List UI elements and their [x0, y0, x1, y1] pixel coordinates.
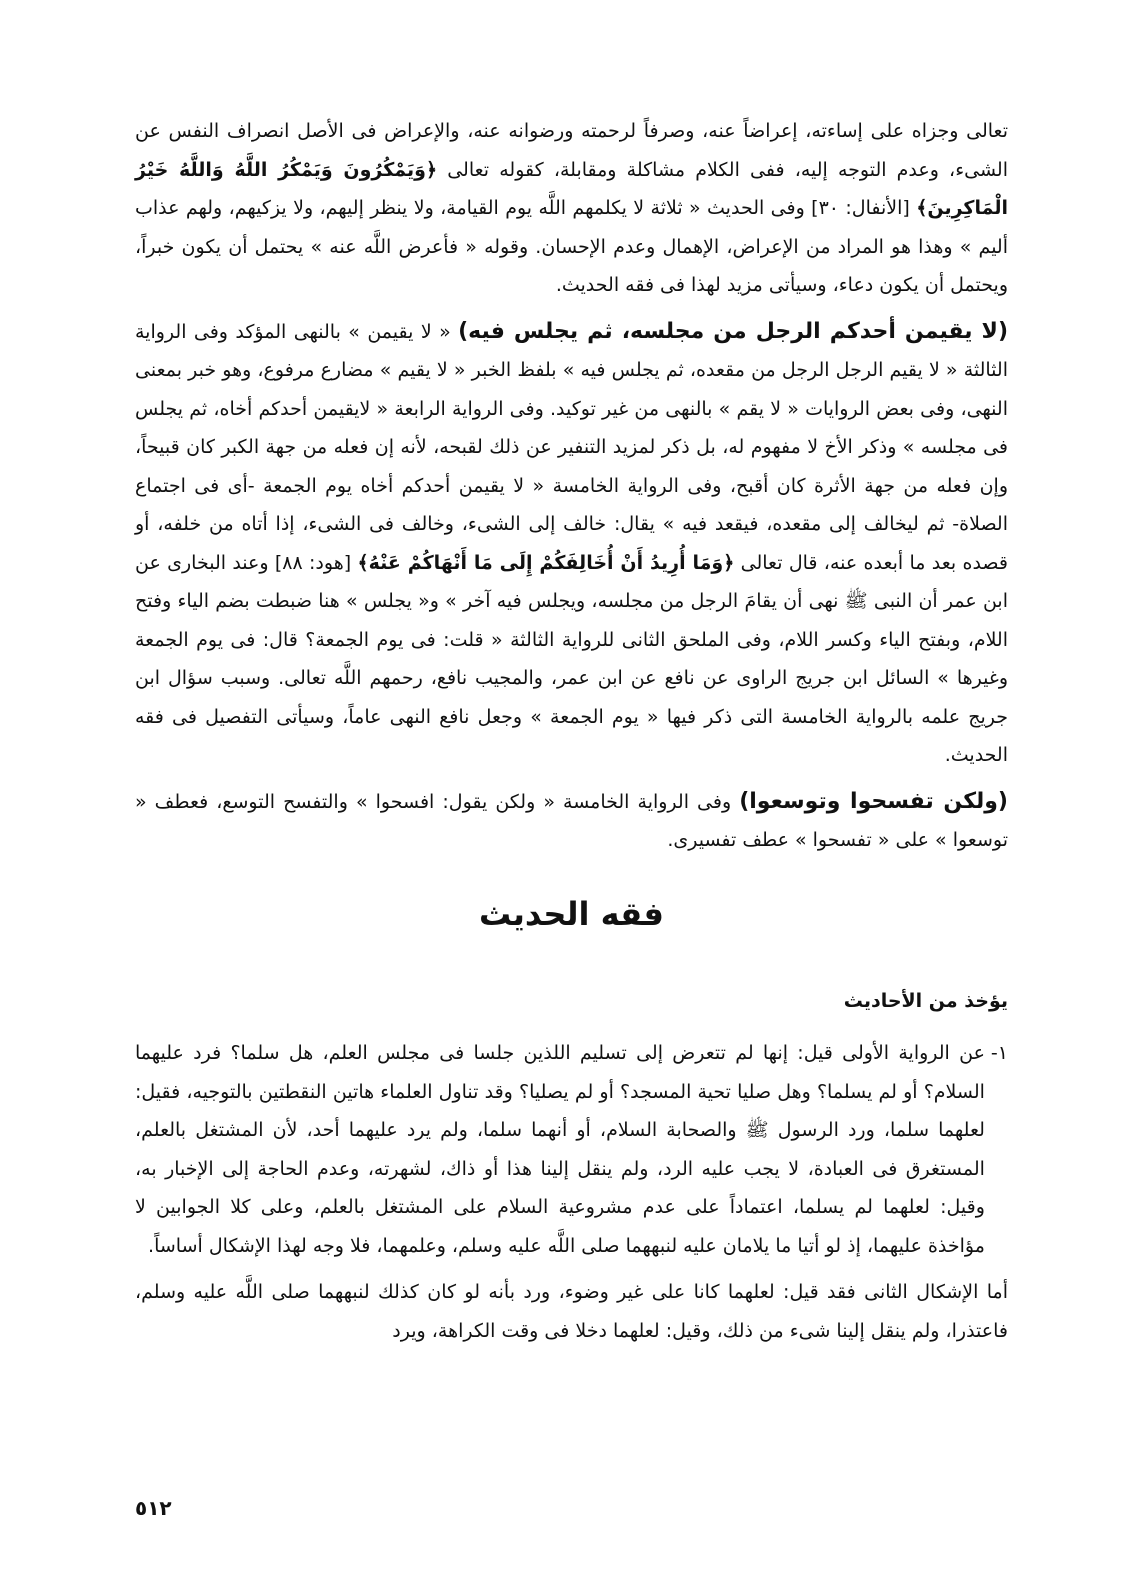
paragraph-text: « لا يقيمن » بالنهى المؤكد وفى الرواية الثالثة « لا يقيم الرجل الرجل من مقعده، ثم يجلس فيه » بلفظ الخبر « لا يقيم » مضارع مرفوع، وهو خبر بمعنى النهى، وفى بعض الروايات « لا يقم » بالنهى من غير توكيد. وفى الرواية الرابعة « لايقيمن أحدكم أخاه، ثم يجلس فى مجلسه » وذكر الأخ لا مفهوم له، بل ذكر لمزيد التنفير عن ذلك لقبحه، لأنه إن فعله من جهة الكبر كان قبيحاً، وإن فعله من جهة الأثرة كان أقبح، وفى الرواية الخامسة « لا يقيمن أحدكم أخاه يوم الجمعة -أى فى اجتماع الصلاة- ثم ليخالف إلى مقعده، فيقعد فيه » يقال: خالف إلى الشىء، وخالف فى الشىء، إذا أتاه من خلفه، أو قصده بعد ما أبعده عنه، قال تعالى: [135, 320, 1008, 574]
hadith-lemma: (ولكن تفسحوا وتوسعوا): [739, 788, 1008, 814]
subheading: يؤخذ من الأحاديث: [843, 989, 1008, 1012]
page-number: ٥١٢: [135, 1496, 172, 1520]
quran-verse: ﴿وَيَمْكُرُونَ وَيَمْكُرُ اللَّهُ وَاللَّهُ خَيْرُ الْمَاكِرِينَ﴾: [135, 158, 1008, 219]
quran-verse: ﴿وَمَا أُرِيدُ أَنْ أُخَالِفَكُمْ إِلَى مَا أَنْهَاكُمْ عَنْهُ﴾: [357, 551, 735, 574]
hadith-lemma: (لا يقيمن أحدكم الرجل من مجلسه، ثم يجلس فيه): [458, 318, 1008, 344]
item-number: ١-: [990, 1042, 1008, 1064]
paragraph-text-continued: [هود: ٨٨] وعند البخارى عن ابن عمر أن النبى ﷺ نهى أن يقامَ الرجل من مجلسه، ويجلس فيه آخر » و« يجلس » هنا ضبطت بضم الياء وفتح اللام، وبفتح الياء وكسر اللام، وفى الملحق الثانى للرواية الثالثة « قلت: فى يوم الجمعة؟ قال: فى يوم الجمعة وغيرها » السائل ابن جريج الراوى عن نافع عن ابن عمر، والمجيب نافع، رحمهم اللَّه تعالى. وسبب سؤال ابن جريج علمه بالرواية الخامسة التى ذكر فيها « يوم الجمعة » وجعل نافع النهى عاماً، وسيأتى التفصيل فى فقه الحديث.: [135, 551, 1008, 766]
document-page: [135, 112, 1008, 1358]
item-text: عن الرواية الأولى قيل: إنها لم تتعرض إلى تسليم اللذين جلسا فى مجلس العلم، هل سلما؟ فرد عليهما السلام؟ أو لم يسلما؟ وهل صليا تحية المسجد؟ أو لم يصليا؟ وقد تناول العلماء هاتين النقطتين بالتوجيه، فقيل: لعلهما سلما، ورد الرسول ﷺ والصحابة السلام، أو أنهما سلما، ولم يرد عليهما أحد، لأن المشتغل بالعلم، المستغرق فى العبادة، لا يجب عليه الرد، ولم ينقل إلينا هذا أو ذاك، لشهرته، وعدم الحاجة إلى الإخبار به، وقيل: لعلهما لم يسلما، اعتماداً على عدم مشروعية السلام على المشتغل بالعلم، وعلى كلا الجوابين لا مؤاخذة عليهما، إذ لو أتيا ما يلامان عليه لنبههما صلى اللَّه عليه وسلم، وعلمهما، فلا وجه لهذا الإشكال أساساً.: [135, 1042, 985, 1257]
closing-paragraph: أما الإشكال الثانى فقد قيل: لعلهما كانا على غير وضوء، ورد بأنه لو كان كذلك لنبههما صلى اللَّه عليه وسلم، فاعتذرا، ولم ينقل إلينا شىء من ذلك، وقيل: لعلهما دخلا فى وقت الكراهة، ويرد: [135, 1281, 1008, 1342]
commentary-paragraph-3: [135, 783, 1008, 860]
commentary-paragraph-1: [135, 112, 1008, 305]
paragraph-text: تعالى وجزاه على إساءته، إعراضاً عنه، وصرفاً لرحمته ورضوانه عنه، والإعراض فى الأصل انصراف النفس عن الشىء، وعدم التوجه إليه، ففى الكلام مشاكلة ومقابلة، كقوله تعالى: [135, 120, 1008, 181]
paragraph-text: وفى الرواية الخامسة « ولكن يقول: افسحوا » والتفسح التوسع، فعطف « توسعوا » على « تفسحوا » عطف تفسيرى.: [135, 790, 1008, 851]
section-title: فقه الحديث: [479, 894, 664, 933]
numbered-item: [135, 1034, 1008, 1265]
commentary-paragraph-2: [135, 313, 1008, 775]
paragraph-text-continued: [الأنفال: ٣٠] وفى الحديث « ثلاثة لا يكلمهم اللَّه يوم القيامة، ولا ينظر إليهم، ولا يزكيهم، ولهم عذاب أليم » وهذا هو المراد من الإعراض، الإهمال وعدم الإحسان. وقوله « فأعرض اللَّه عنه » يحتمل أن يكون خبراً، ويحتمل أن يكون دعاء، وسيأتى مزيد لهذا فى فقه الحديث.: [135, 197, 1008, 296]
